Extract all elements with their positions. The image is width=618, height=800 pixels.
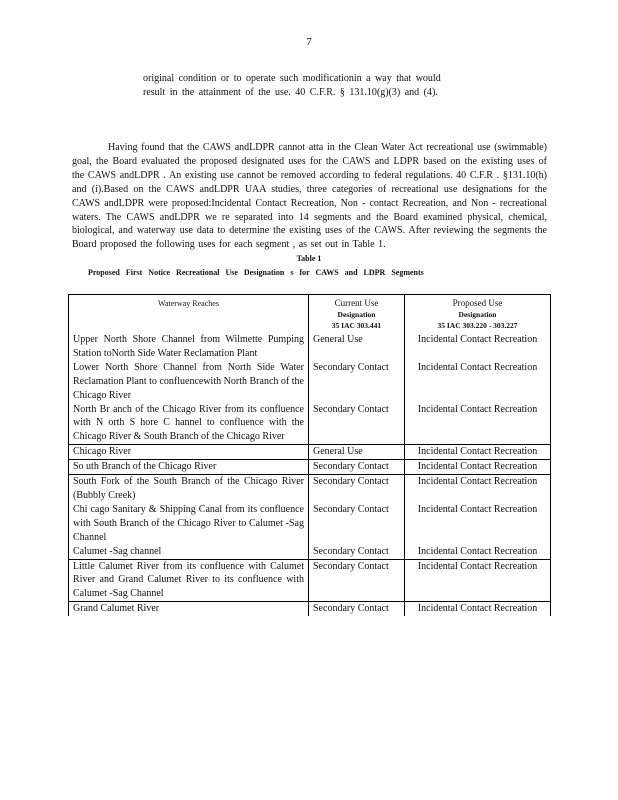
table-row xyxy=(69,333,551,361)
header-reaches-text: Waterway Reaches xyxy=(158,299,219,308)
reach-cell: Grand Calumet River xyxy=(69,602,309,616)
table-header-row xyxy=(69,295,551,334)
body-paragraph xyxy=(72,141,547,252)
proposed-use-cell: Incidental Contact Recreation xyxy=(405,333,551,361)
proposed-use-cell: Incidental Contact Recreation xyxy=(405,460,551,475)
proposed-use-cell: Incidental Contact Recreation xyxy=(405,545,551,559)
header-current-line2: Designation xyxy=(337,310,376,319)
reach-cell: Chi cago Sanitary & Shipping Canal from its confluence with South Branch of the Chicago River to Calumet -Sag Channel xyxy=(69,503,309,545)
proposed-use-cell: Incidental Contact Recreation xyxy=(405,403,551,445)
proposed-use-cell: Incidental Contact Recreation xyxy=(405,503,551,545)
current-use-cell: Secondary Contact xyxy=(309,503,405,545)
table-row xyxy=(69,475,551,503)
page-number: 7 xyxy=(306,36,312,48)
current-use-cell: General Use xyxy=(309,333,405,361)
current-use-cell: General Use xyxy=(309,445,405,460)
table-row xyxy=(69,445,551,460)
header-proposed-use xyxy=(405,295,551,334)
reach-cell: Upper North Shore Channel from Wilmette Pumping Station toNorth Side Water Reclamation Plant xyxy=(69,333,309,361)
header-proposed-line3: 35 IAC 303.220 - 303.227 xyxy=(437,321,518,330)
proposed-use-cell: Incidental Contact Recreation xyxy=(405,361,551,403)
table-title: Table 1 xyxy=(296,254,322,263)
table-row xyxy=(69,602,551,616)
proposed-use-cell: Incidental Contact Recreation xyxy=(405,559,551,602)
header-current-line1: Current Use xyxy=(334,298,379,308)
reach-cell: Lower North Shore Channel from North Side Water Reclamation Plant to confluencewith North Branch of the Chicago River xyxy=(69,361,309,403)
header-current-line3: 35 IAC 303.441 xyxy=(331,321,382,330)
proposed-use-cell: Incidental Contact Recreation xyxy=(405,475,551,503)
reach-cell: So uth Branch of the Chicago River xyxy=(69,460,309,475)
table-row xyxy=(69,361,551,403)
table-caption: Proposed First Notice Recreational Use Designation s for CAWS and LDPR Segments xyxy=(88,268,424,277)
reach-cell: Little Calumet River from its confluence with Calumet River and Grand Calumet River to its confluence with Calumet -Sag Channel xyxy=(69,559,309,602)
table-row xyxy=(69,559,551,602)
reach-cell: Calumet -Sag channel xyxy=(69,545,309,559)
current-use-cell: Secondary Contact xyxy=(309,475,405,503)
quote-line: original condition or to operate such modificationin a way that would xyxy=(143,73,441,84)
current-use-cell: Secondary Contact xyxy=(309,403,405,445)
proposed-use-cell: Incidental Contact Recreation xyxy=(405,602,551,616)
designation-table xyxy=(68,294,551,616)
header-proposed-line2: Designation xyxy=(458,310,497,319)
block-quote xyxy=(143,72,493,100)
reach-cell: South Fork of the South Branch of the Chicago River (Bubbly Creek) xyxy=(69,475,309,503)
current-use-cell: Secondary Contact xyxy=(309,361,405,403)
current-use-cell: Secondary Contact xyxy=(309,545,405,559)
quote-line: result in the attainment of the use. 40 C.F.R. § 131.10(g)(3) and (4). xyxy=(143,87,438,98)
table-row xyxy=(69,545,551,559)
reach-cell: North Br anch of the Chicago River from its confluence with N orth S hore C hannel to confluence with the Chicago River & South Branch of the Chicago River xyxy=(69,403,309,445)
header-proposed-line1: Proposed Use xyxy=(452,298,503,308)
current-use-cell: Secondary Contact xyxy=(309,602,405,616)
table-row xyxy=(69,460,551,475)
paragraph-text: Having found that the CAWS andLDPR cannot atta in the Clean Water Act recreational use (swimmable) goal, the Board evaluated the proposed designated uses for the CAWS and LDPR based on the existing uses of the CAWS andLDPR . An existing use cannot be removed according to federal regulations. 40 C.F.R . §131.10(h) and (i).Based on the CAWS andLDPR UAA studies, three categories of recreational use designations for the CAWS andLDPR were proposed:Incidental Contact Recreation, Non - contact Recreation, and Non - recreational waters. The CAWS andLDPR we re separated into 14 segments and the Board examined physical, chemical, biological, and waterway use data to determine the existing uses of the CAWS. After reviewing the segments the Board proposed the following uses for each segment , as set out in Table 1. xyxy=(72,142,547,251)
header-current-use xyxy=(309,295,405,334)
reach-cell: Chicago River xyxy=(69,445,309,460)
current-use-cell: Secondary Contact xyxy=(309,460,405,475)
proposed-use-cell: Incidental Contact Recreation xyxy=(405,445,551,460)
header-waterway-reaches xyxy=(69,295,309,334)
table-row xyxy=(69,503,551,545)
current-use-cell: Secondary Contact xyxy=(309,559,405,602)
table-row xyxy=(69,403,551,445)
